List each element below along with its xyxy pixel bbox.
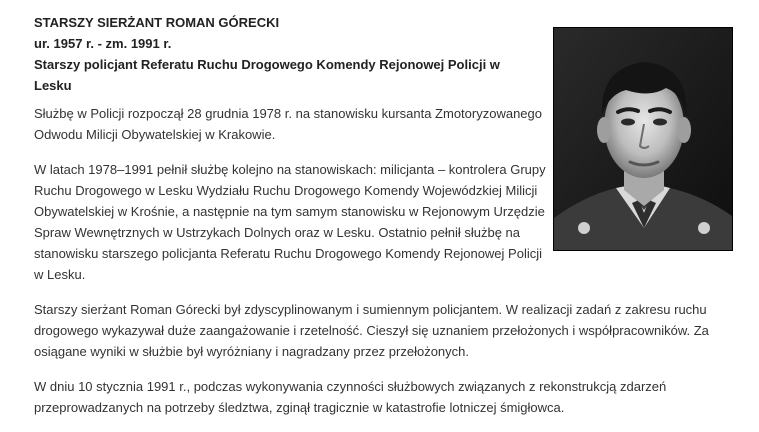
paragraph-character: Starszy sierżant Roman Górecki był zdyscyplinowanym i sumiennym policjantem. W realizacji zadań z zakresu ruchu drogowego wykazywał duże zaangażowanie i rzetelność. Cieszył się uznaniem przełożonych i współpracowników. Za osiągane wyniki w służbie był wyróżniany i nagradzany przez przełożonych. — [34, 302, 709, 359]
paragraph-career: W latach 1978–1991 pełnił służbę kolejno na stanowiskach: milicjanta – kontrolera Grupy Ruchu Drogowego w Lesku Wydziału Ruchu Drogowego Komendy Wojewódzkiej Milicji Obywatelskiej w Krośnie, a następnie na tym samym stanowisku w Rejonowym Urzędzie Spraw Wewnętrznych w Ustrzykach Dolnych oraz w Lesku. Ostatnio pełnił służbę na stanowisku starszego policjanta Referatu Ruchu Drogowego Komendy Rejonowej Policji w Lesku. — [34, 162, 546, 282]
paragraph-service-start: Służbę w Policji rozpoczął 28 grudnia 1978 r. na stanowisku kursanta Zmotoryzowanego Odwodu Milicji Obywatelskiej w Krakowie. — [34, 106, 542, 142]
officer-name: STARSZY SIERŻANT ROMAN GÓRECKI — [34, 15, 280, 30]
header — [34, 12, 534, 96]
biography-text — [34, 103, 724, 432]
position-title-line1: Starszy policjant Referatu Ruchu Drogowego Komendy Rejonowej Policji w — [34, 57, 500, 72]
position-title-line2: Lesku — [34, 78, 72, 93]
life-dates: ur. 1957 r. - zm. 1991 r. — [34, 36, 172, 51]
paragraph-death: W dniu 10 stycznia 1991 r., podczas wykonywania czynności służbowych związanych z rekonstrukcją zdarzeń przeprowadzanych na potrzeby śledztwa, zginął tragicznie w katastrofie lotniczej śmigłowca. — [34, 379, 667, 415]
